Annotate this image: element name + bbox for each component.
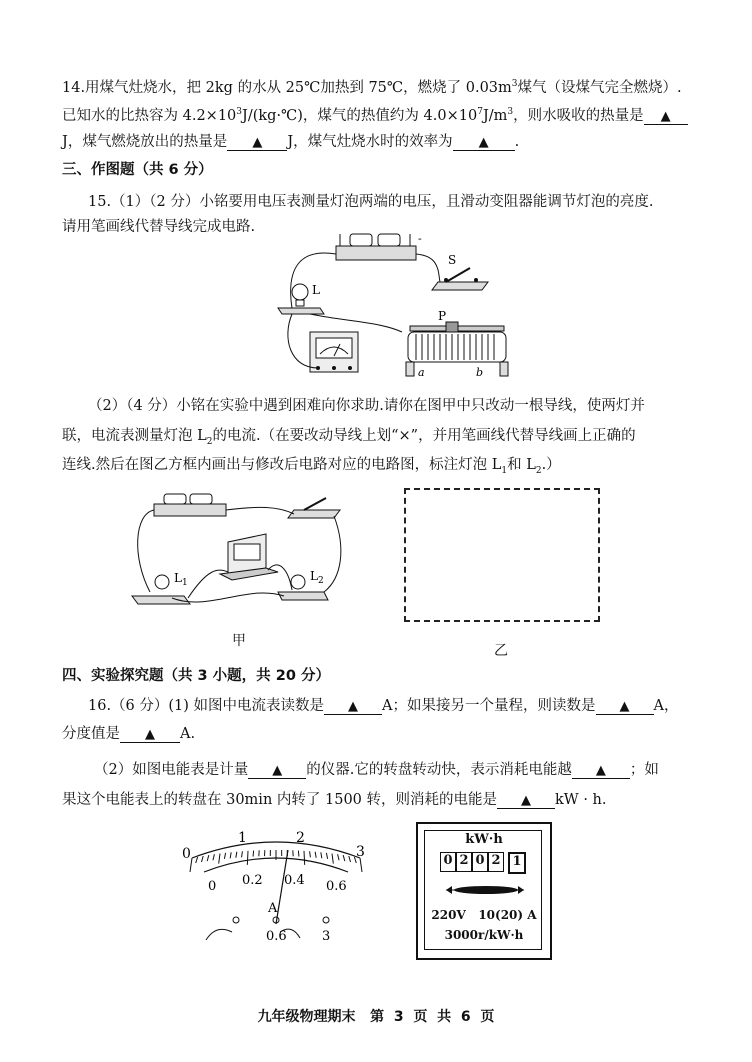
- wire: [310, 314, 402, 332]
- dial-tick: [236, 852, 237, 858]
- q16-p1-line1: 16.（6 分）(1) 如图中电流表读数是 ▲ A；如果接另一个量程，则读数是 ▲ A，: [88, 698, 679, 714]
- dial-tick: [201, 856, 203, 862]
- q15-p2-line1: （2）（4 分）小铭在实验中遇到困难向你求助.请你在图甲中只改动一根导线，使两灯并: [88, 398, 645, 414]
- battery-icon: [336, 234, 416, 260]
- q14-line1: 14.用煤气灶烧水，把 2kg 的水从 25℃加热到 75℃，燃烧了 $0.03m^3$煤气（设煤气完全燃烧）.: [62, 79, 682, 96]
- switch-label: S: [448, 253, 457, 267]
- bulb-l2-label: $L_2$: [310, 569, 324, 586]
- q15-p1-line1: 15.（1）（2 分）小铭要用电压表测量灯泡两端的电压，且滑动变阻器能调节灯泡的亮度.: [88, 194, 654, 210]
- dial-tick: [310, 851, 311, 857]
- dial-tick: [360, 858, 362, 872]
- q16-p2-line2: 果这个电能表上的转盘在 30min 内转了 1500 转，则消耗的电能是 ▲ kW · h.: [62, 792, 607, 808]
- answer-blank[interactable]: ▲: [572, 762, 630, 779]
- answer-drawing-box[interactable]: [404, 488, 600, 622]
- dial-tick: [253, 851, 254, 857]
- terminal-label: 3: [322, 929, 331, 944]
- tick-label: 3: [356, 844, 365, 860]
- dial-tick: [213, 854, 214, 860]
- dial-tick: [315, 852, 316, 858]
- meter-constant: 3000r/kW·h: [444, 928, 524, 942]
- answer-blank[interactable]: ▲: [120, 726, 180, 743]
- meter-unit: kW·h: [465, 832, 503, 847]
- answer-blank[interactable]: ▲: [644, 108, 688, 125]
- dial-tick: [304, 851, 305, 865]
- section-title: 三、作图题（共 6 分）: [62, 162, 213, 178]
- q16-p1-line2: 分度值是 ▲ A.: [62, 726, 196, 742]
- dial-tick: [332, 854, 333, 864]
- q15-p1-line2: 请用笔画线代替导线完成电路.: [62, 219, 256, 235]
- section-title: 四、实验探究题（共 3 小题，共 20 分）: [62, 668, 330, 684]
- q15-p2-line3: 连线.然后在图乙方框内画出与修改后电路对应的电路图，标注灯泡 $L_1$和 $L_2$.）: [62, 457, 561, 476]
- tick-label: 1: [238, 830, 247, 846]
- dial-tick: [219, 854, 220, 864]
- dial-tick: [242, 851, 243, 857]
- rotating-disc-icon: [442, 882, 528, 898]
- battery-icon: [154, 494, 226, 516]
- energy-meter: [416, 822, 552, 960]
- answer-blank[interactable]: ▲: [453, 134, 515, 151]
- tick-label: 2: [296, 830, 305, 846]
- wire: [416, 254, 440, 282]
- ammeter-dial-figure: [176, 828, 376, 948]
- bulb-label: L: [312, 283, 320, 297]
- tick-label: 0: [182, 846, 191, 862]
- dial-tick: [207, 855, 209, 861]
- answer-blank[interactable]: ▲: [596, 698, 654, 715]
- dial-tick: [326, 853, 327, 859]
- dial-tick: [349, 856, 351, 862]
- tick-label: 0.6: [326, 879, 347, 894]
- circuit-figure-1: [270, 228, 520, 386]
- unit-label: A: [268, 901, 278, 916]
- dial-tick: [321, 852, 322, 858]
- dial-tick: [247, 851, 248, 865]
- minus-label: -: [418, 232, 422, 245]
- q14-line3: J，煤气燃烧放出的热量是 ▲ J，煤气灶烧水时的效率为 ▲ .: [62, 134, 520, 150]
- voltmeter-icon: [310, 332, 358, 372]
- tick-label: 0.4: [284, 873, 305, 888]
- switch-icon: [432, 268, 488, 290]
- tick-label: 0.2: [242, 873, 263, 888]
- ammeter-icon: [220, 534, 278, 580]
- bulb-l1-label: $L_1$: [174, 571, 188, 588]
- slider-label: P: [438, 309, 447, 323]
- terminal-a-label: a: [418, 366, 425, 379]
- q14-line2: 已知水的比热容为 $4.2\times 10^3J/(kg\cdot℃)$，煤气的热值约为 $4.0\times 10^7J/m^3$，则水吸收的热量是 ▲: [62, 104, 688, 125]
- q15-p2-line2: 联，电流表测量灯泡 $L_2$的电流.（在要改动导线上划“×”，并用笔画线代替导线画上正确的: [62, 428, 636, 447]
- figure-caption-yi: 乙: [494, 643, 508, 659]
- dial-tick: [230, 852, 231, 858]
- answer-blank[interactable]: ▲: [324, 698, 382, 715]
- answer-blank[interactable]: ▲: [497, 792, 555, 809]
- dial-tick: [224, 853, 225, 859]
- meter-digits: 0 2 0 2 1: [440, 852, 526, 874]
- dial-tick: [338, 854, 339, 860]
- figure-caption-jia: 甲: [232, 633, 246, 649]
- answer-blank[interactable]: ▲: [227, 134, 287, 151]
- tick-label: 0: [208, 879, 217, 894]
- answer-blank[interactable]: ▲: [248, 762, 306, 779]
- dial-tick: [343, 855, 345, 861]
- terminal-label: 0.6: [266, 929, 287, 944]
- page-footer: 九年级物理期末 第 3 页 共 6 页: [257, 1009, 495, 1025]
- q16-p2-line1: （2）如图电能表是计量 ▲ 的仪器.它的转盘转动快，表示消耗电能越 ▲ ；如: [94, 762, 659, 778]
- dial-tick: [298, 851, 299, 857]
- dial-tick: [196, 857, 198, 863]
- terminal-b-label: b: [476, 366, 484, 379]
- circuit-figure-jia: [128, 488, 348, 616]
- switch-icon: [288, 498, 340, 518]
- meter-rating: 220V 10(20) A: [431, 908, 537, 922]
